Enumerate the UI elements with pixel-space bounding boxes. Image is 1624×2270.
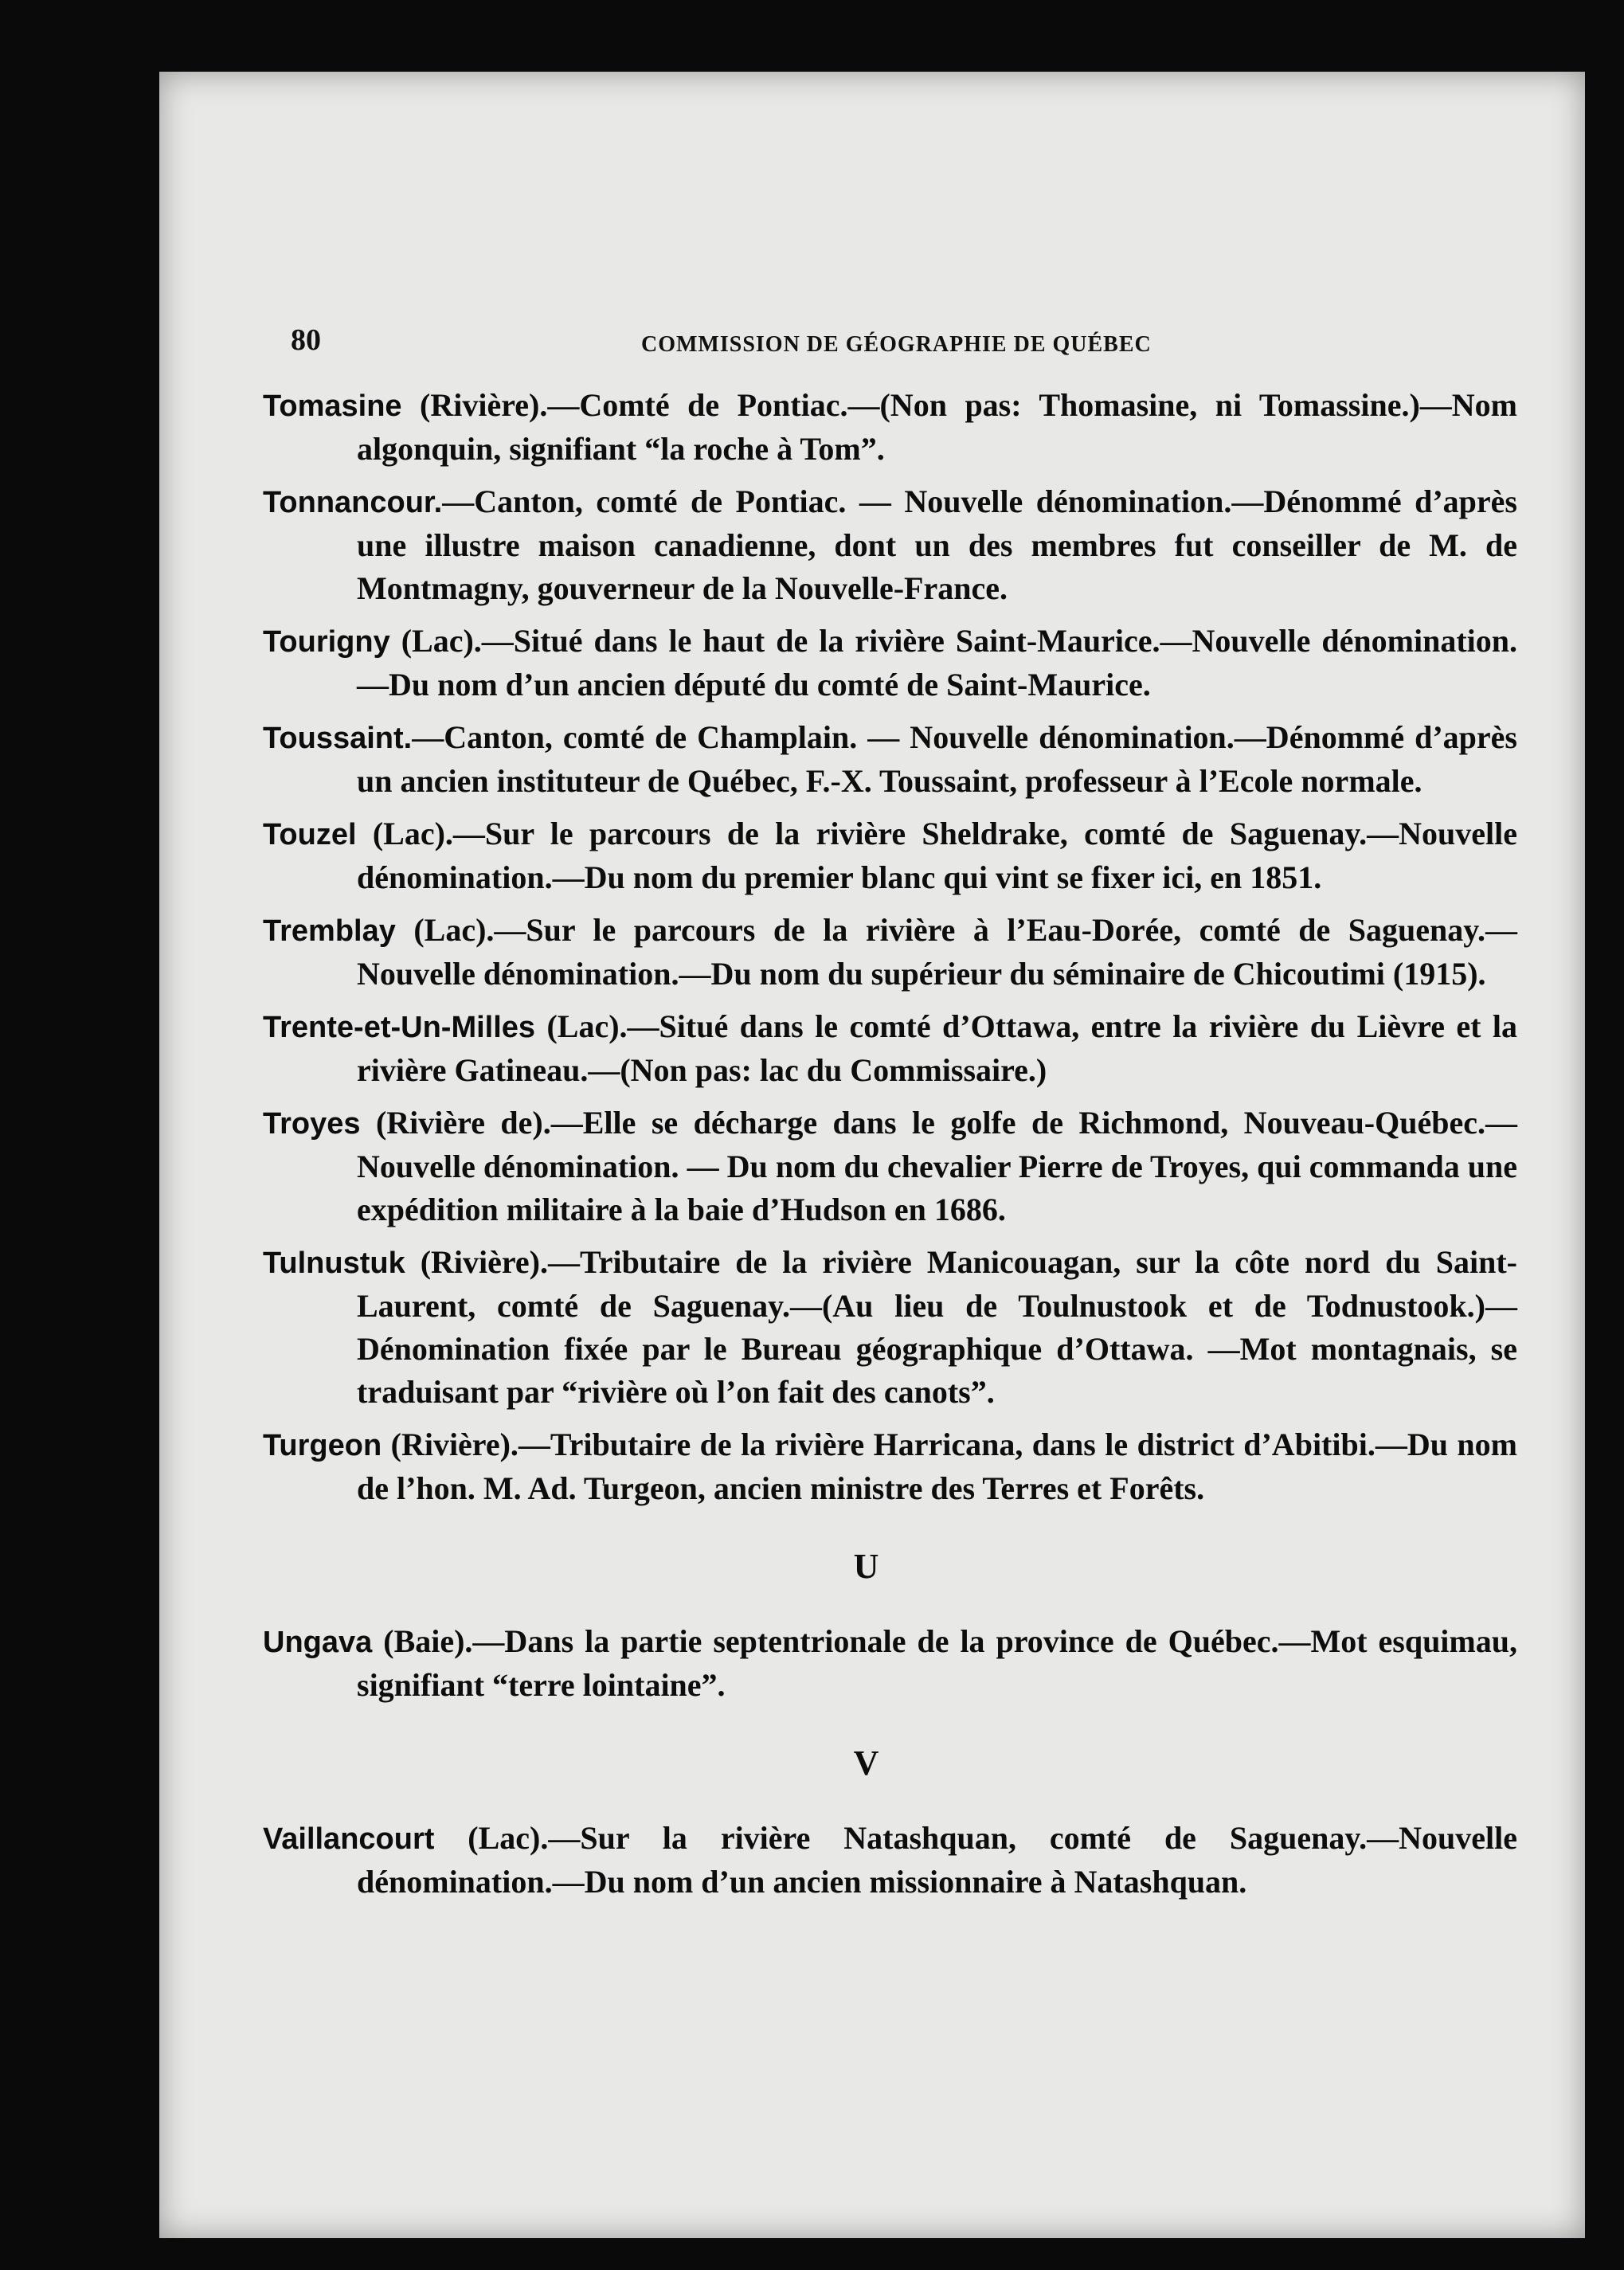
entry-ungava: [263, 1620, 1517, 1707]
section-letter-u: U: [853, 1547, 879, 1586]
entry-term: Vaillancourt: [263, 1822, 435, 1856]
entry-text: (Lac).—Situé dans le haut de la rivière Saint-Maurice.—Nouvelle dénomination.—Du nom d’un ancien député du comté de Saint-Maurice.: [357, 623, 1517, 703]
entry-turgeon: [263, 1423, 1517, 1510]
entry-tonnancour: [263, 480, 1517, 610]
entry-term: Tourigny: [263, 625, 390, 659]
entry-term: Troyes: [263, 1107, 361, 1141]
gazetteer-entries: [263, 384, 1517, 1913]
entry-term: Tomasine: [263, 389, 402, 423]
entry-text: (Lac).—Situé dans le comté d’Ottawa, entre la rivière du Lièvre et la rivière Gatineau.—(Non pas: lac du Commissaire.): [357, 1008, 1517, 1088]
entry-text: (Rivière).—Tributaire de la rivière Manicouagan, sur la côte nord du Saint-Laurent, comté de Saguenay.—(Au lieu de Toulnustook et de Todnustook.)—Dénomination fixée par le Bureau géographique d’Ottawa. —Mot montagnais, se traduisant par “rivière où l’on fait des canots”.: [357, 1244, 1517, 1410]
entry-text: (Lac).—Sur la rivière Natashquan, comté de Saguenay.—Nouvelle dénomination.—Du nom d’un ancien missionnaire à Natashquan.: [357, 1820, 1517, 1900]
entry-tourigny: [263, 620, 1517, 706]
entry-text: —Canton, comté de Pontiac. — Nouvelle dénomination.—Dénommé d’après une illustre maison canadienne, dont un des membres fut conseiller de M. de Montmagny, gouverneur de la Nouvelle-France.: [357, 483, 1517, 606]
page-header: [291, 323, 1469, 362]
entry-term: Touzel: [263, 818, 357, 851]
entry-text: (Rivière).—Tributaire de la rivière Harricana, dans le district d’Abitibi.—Du nom de l’hon. M. Ad. Turgeon, ancien ministre des Terres et Forêts.: [357, 1427, 1517, 1506]
entry-troyes: [263, 1102, 1517, 1231]
entry-term: Tonnancour.: [263, 486, 443, 519]
section-letter-v: V: [853, 1744, 879, 1783]
entry-tremblay: [263, 909, 1517, 996]
entry-vaillancourt: [263, 1817, 1517, 1904]
entry-toussaint: [263, 716, 1517, 803]
entry-touzel: [263, 812, 1517, 899]
entry-term: Tremblay: [263, 914, 396, 948]
entry-term: Ungava: [263, 1626, 373, 1659]
entry-text: (Lac).—Sur le parcours de la rivière à l’Eau-Dorée, comté de Saguenay.—Nouvelle dénomination.—Du nom du supérieur du séminaire de Chicoutimi (1915).: [357, 912, 1517, 992]
entry-trente-et-un-milles: [263, 1005, 1517, 1092]
page-number: 80: [291, 323, 321, 357]
entry-term: Tulnustuk: [263, 1247, 405, 1280]
entry-text: —Canton, comté de Champlain. — Nouvelle dénomination.—Dénommé d’après un ancien instituteur de Québec, F.-X. Toussaint, professeur à l’Ecole normale.: [357, 719, 1517, 799]
entry-text: (Rivière).—Comté de Pontiac.—(Non pas: Thomasine, ni Tomassine.)—Nom algonquin, signifiant “la roche à Tom”.: [357, 387, 1517, 467]
entry-text: (Rivière de).—Elle se décharge dans le golfe de Richmond, Nouveau-Québec.—Nouvelle dénomination. — Du nom du chevalier Pierre de Troyes, qui commanda une expédition militaire à la baie d’Hudson en 1686.: [357, 1105, 1517, 1227]
entry-term: Turgeon: [263, 1429, 382, 1462]
entry-term: Trente-et-Un-Milles: [263, 1011, 536, 1044]
running-head: COMMISSION DE GÉOGRAPHIE DE QUÉBEC: [641, 332, 1152, 357]
entry-text: (Baie).—Dans la partie septentrionale de la province de Québec.—Mot esquimau, signifiant “terre lointaine”.: [357, 1623, 1517, 1703]
entry-term: Toussaint.: [263, 722, 413, 755]
entry-tulnustuk: [263, 1241, 1517, 1414]
entry-text: (Lac).—Sur le parcours de la rivière Sheldrake, comté de Saguenay.—Nouvelle dénomination.—Du nom du premier blanc qui vint se fixer ici, en 1851.: [356, 816, 1517, 895]
entry-tomasine: [263, 384, 1517, 471]
